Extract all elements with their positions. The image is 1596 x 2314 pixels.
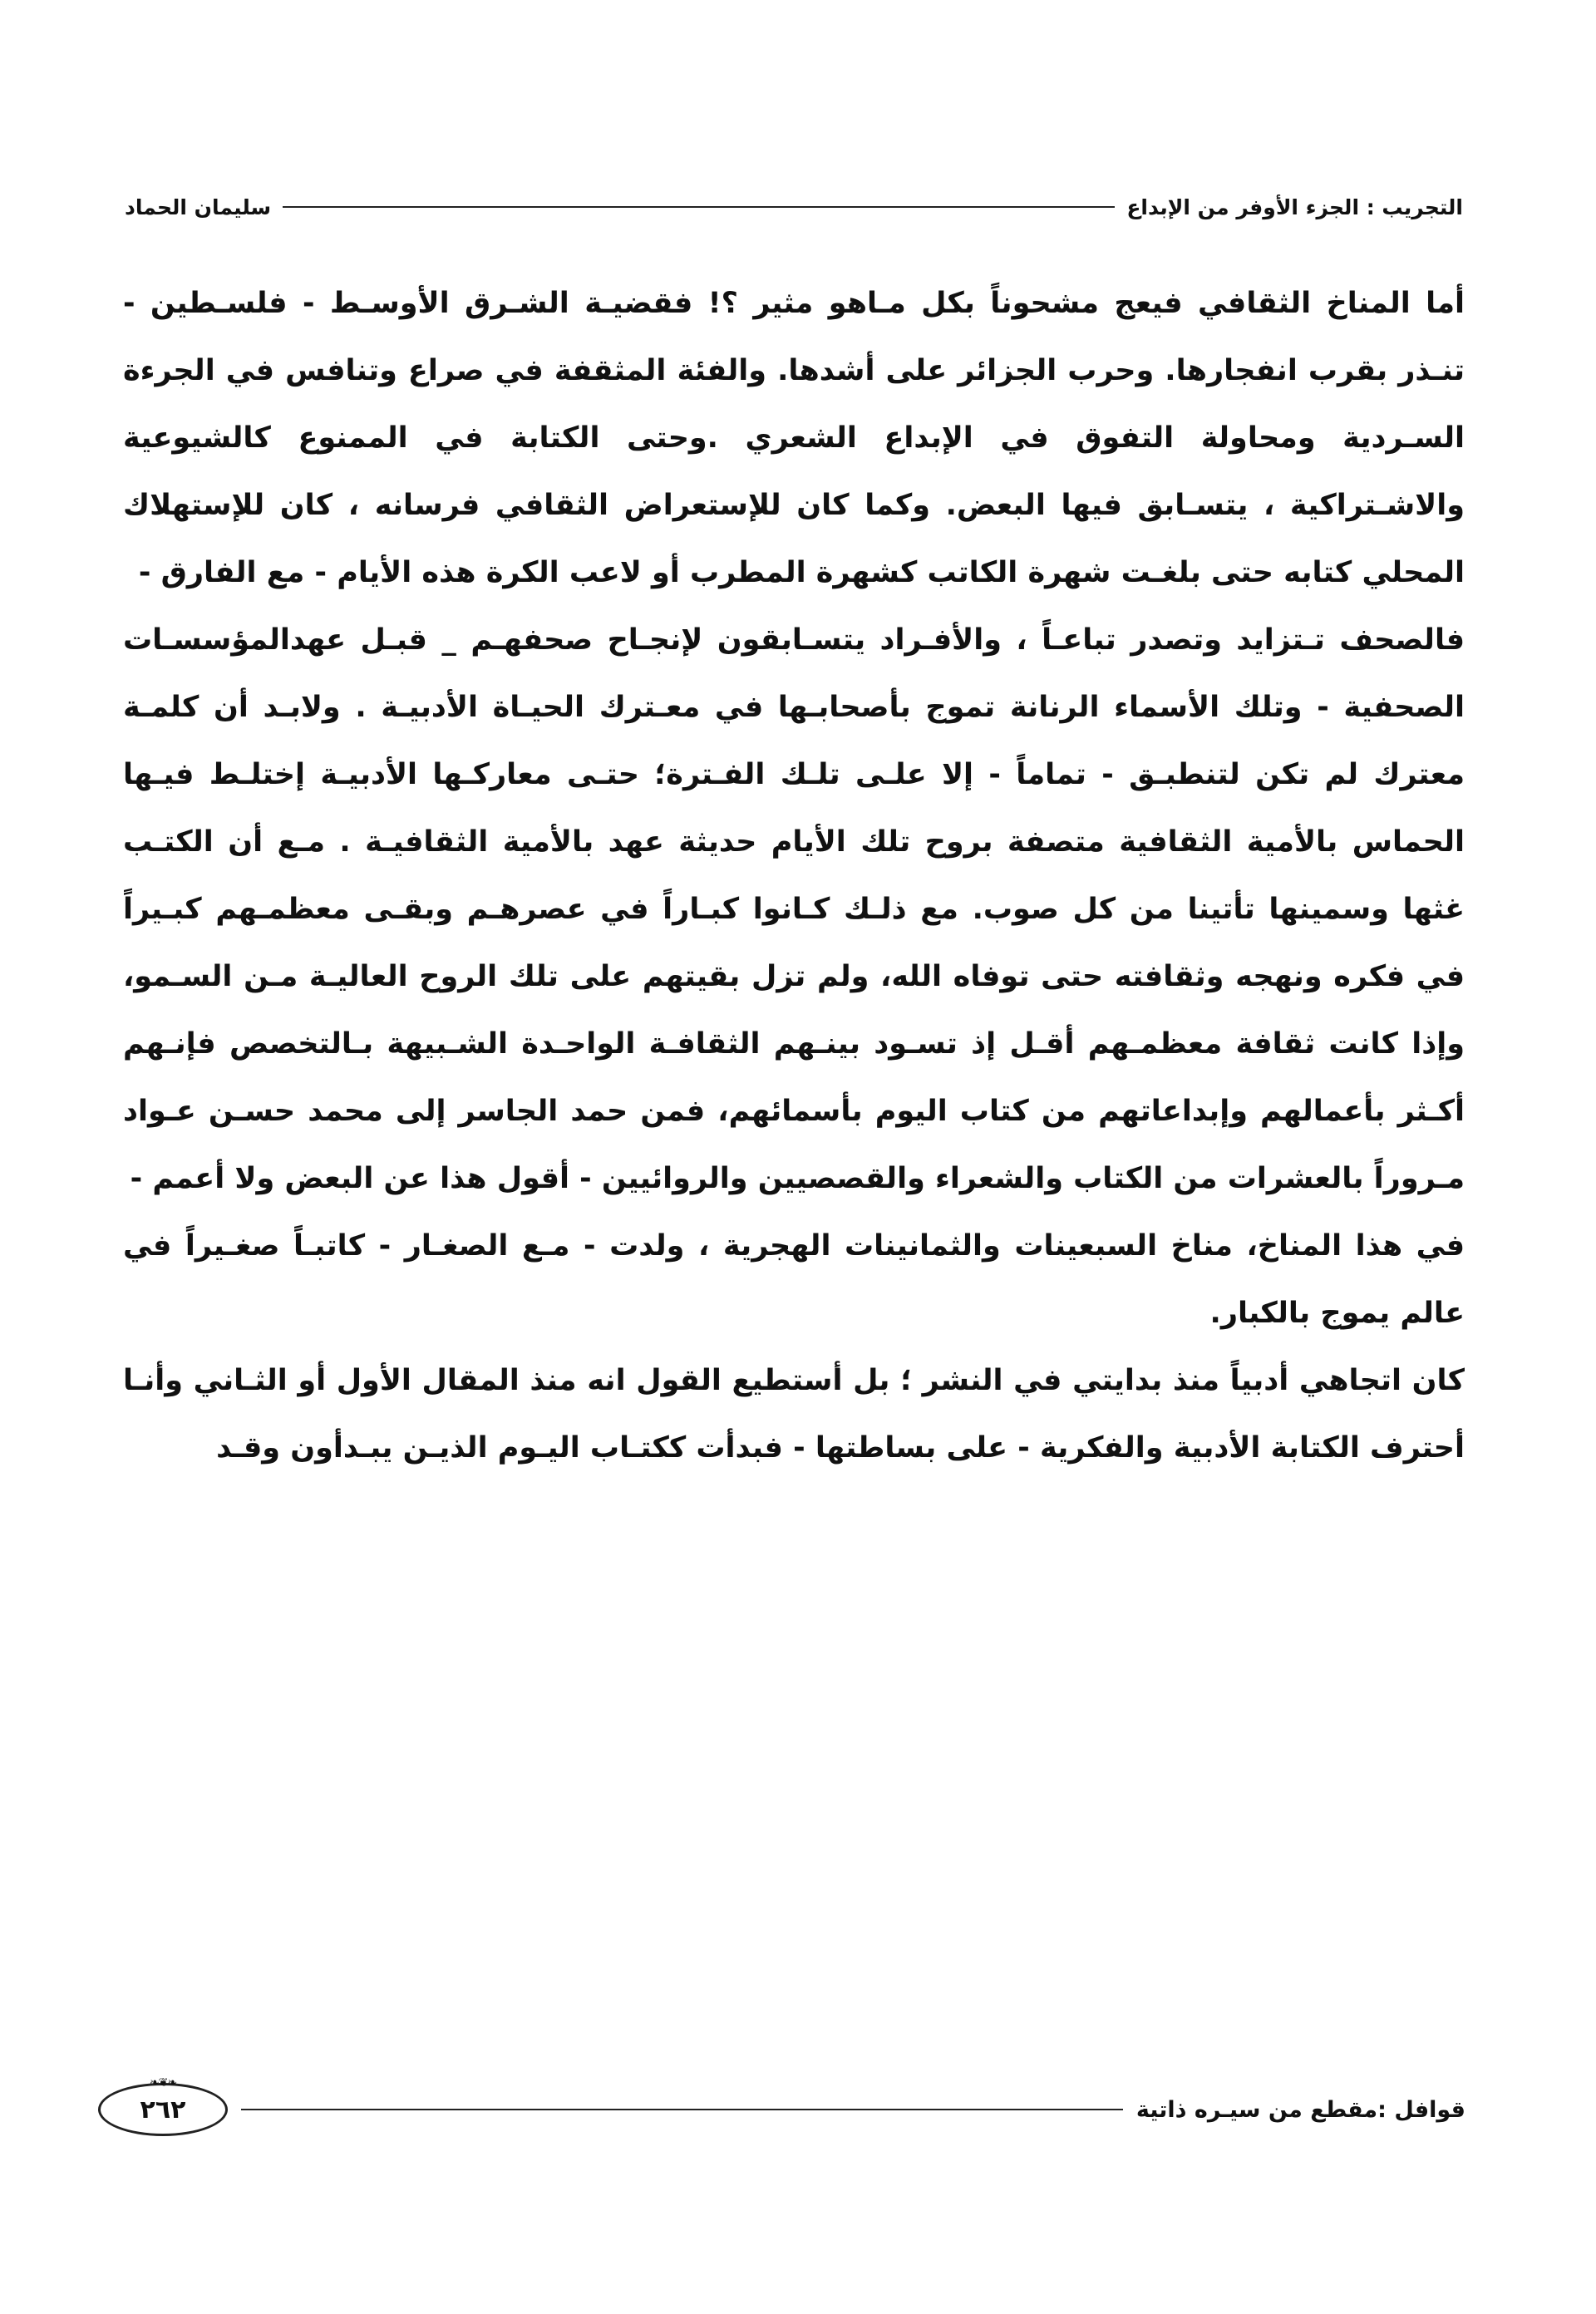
running-footer [98,2076,1465,2137]
paragraph: فالصحف تـتزايد وتصدر تباعـاً ، والأفـراد يتسـابقون لإنجـاح صحفهـم _ قبـل عهدالمؤسسـات الصحفية - وتلك الأسماء الرنانة تموج بأصحابـها في معـترك الحيـاة الأدبيـة . ولابـد أن كلمـة معترك لم تكن لتنطبـق - تماماً - إلا علـى تلـك الفـترة؛ حتـى معاركـها الأدبيـة إختلـط فيـها الحماس بالأمية الثقافية متصفة بروح تلك الأيام حديثة عهد بالأمية الثقافيـة . مـع أن الكتـب غثها وسمينها تأتينا من كل صوب. مع ذلـك كـانوا كبـاراً في عصرهـم وبقـى معظمـهم كبـيراً في فكره ونهجه وثقافته حتى توفاه الله، ولم تزل بقيتهم على تلك الروح العاليـة مـن السـمو، وإذا كانت ثقافة معظمـهم أقـل إذ تسـود بينـهم الثقافـة الواحـدة الشـبيهة بـالتخصص فإنـهم أكـثر بأعمالهم وإبداعاتهم من كتاب اليوم بأسمائهم، فمن حمد الجاسر إلى محمد حسـن عـواد مـروراً بالعشرات من الكتاب والشعراء والقصصيين والروائيين - أقول هذا عن البعض ولا أعمم - [123,623,1465,1195]
paragraph: كان اتجاهي أدبياً منذ بدايتي في النشر ؛ بل أستطيع القول انه منذ المقال الأول أو الثـاني وأنـا أحترف الكتابة الأدبية والفكرية - على بساطتها - فبدأت ككتـاب اليـوم الذيـن يبـدأون وقـد [123,1364,1465,1465]
paragraph: أما المناخ الثقافي فيعج مشحوناً بكل مـاهو مثير ؟! فقضيـة الشـرق الأوسـط - فلسـطين - تنـذر بقرب انفجارها. وحرب الجزائر على أشدها. والفئة المثقفة في صراع وتنافس في الجرءة السـردية ومحاولة التفوق في الإبداع الشعري .وحتى الكتابة في الممنوع كالشيوعية والاشـتراكية ، يتسـابق فيها البعض. وكما كان للإستعراض الثقافي فرسانه ، كان للإستهلاك المحلي كتابه حتى بلغـت شهرة الكاتب كشهرة المطرب أو لاعب الكرة هذه الأيام - مع الفارق - [123,287,1465,589]
header-rule [283,206,1115,208]
page-number: ٢٦٢ [140,2095,186,2124]
header-title: التجريب : الجزء الأوفر من الإبداع [1126,194,1463,219]
ornament-icon: ❧❦❧ [149,2076,177,2090]
footer-title: قوافل :مقطع من سيـره ذاتية [1135,2096,1465,2123]
footer-rule [241,2109,1123,2110]
main-text [123,270,1465,1482]
running-header [125,185,1463,229]
header-author: سليمان الحماد [125,194,272,219]
paragraph: في هذا المناخ، مناخ السبعينات والثمانينات الهجرية ، ولدت - مـع الصغـار - كاتبـاً صغـيراً في عالم يموج بالكبار. [123,1229,1465,1330]
page-number-badge [98,2076,228,2136]
